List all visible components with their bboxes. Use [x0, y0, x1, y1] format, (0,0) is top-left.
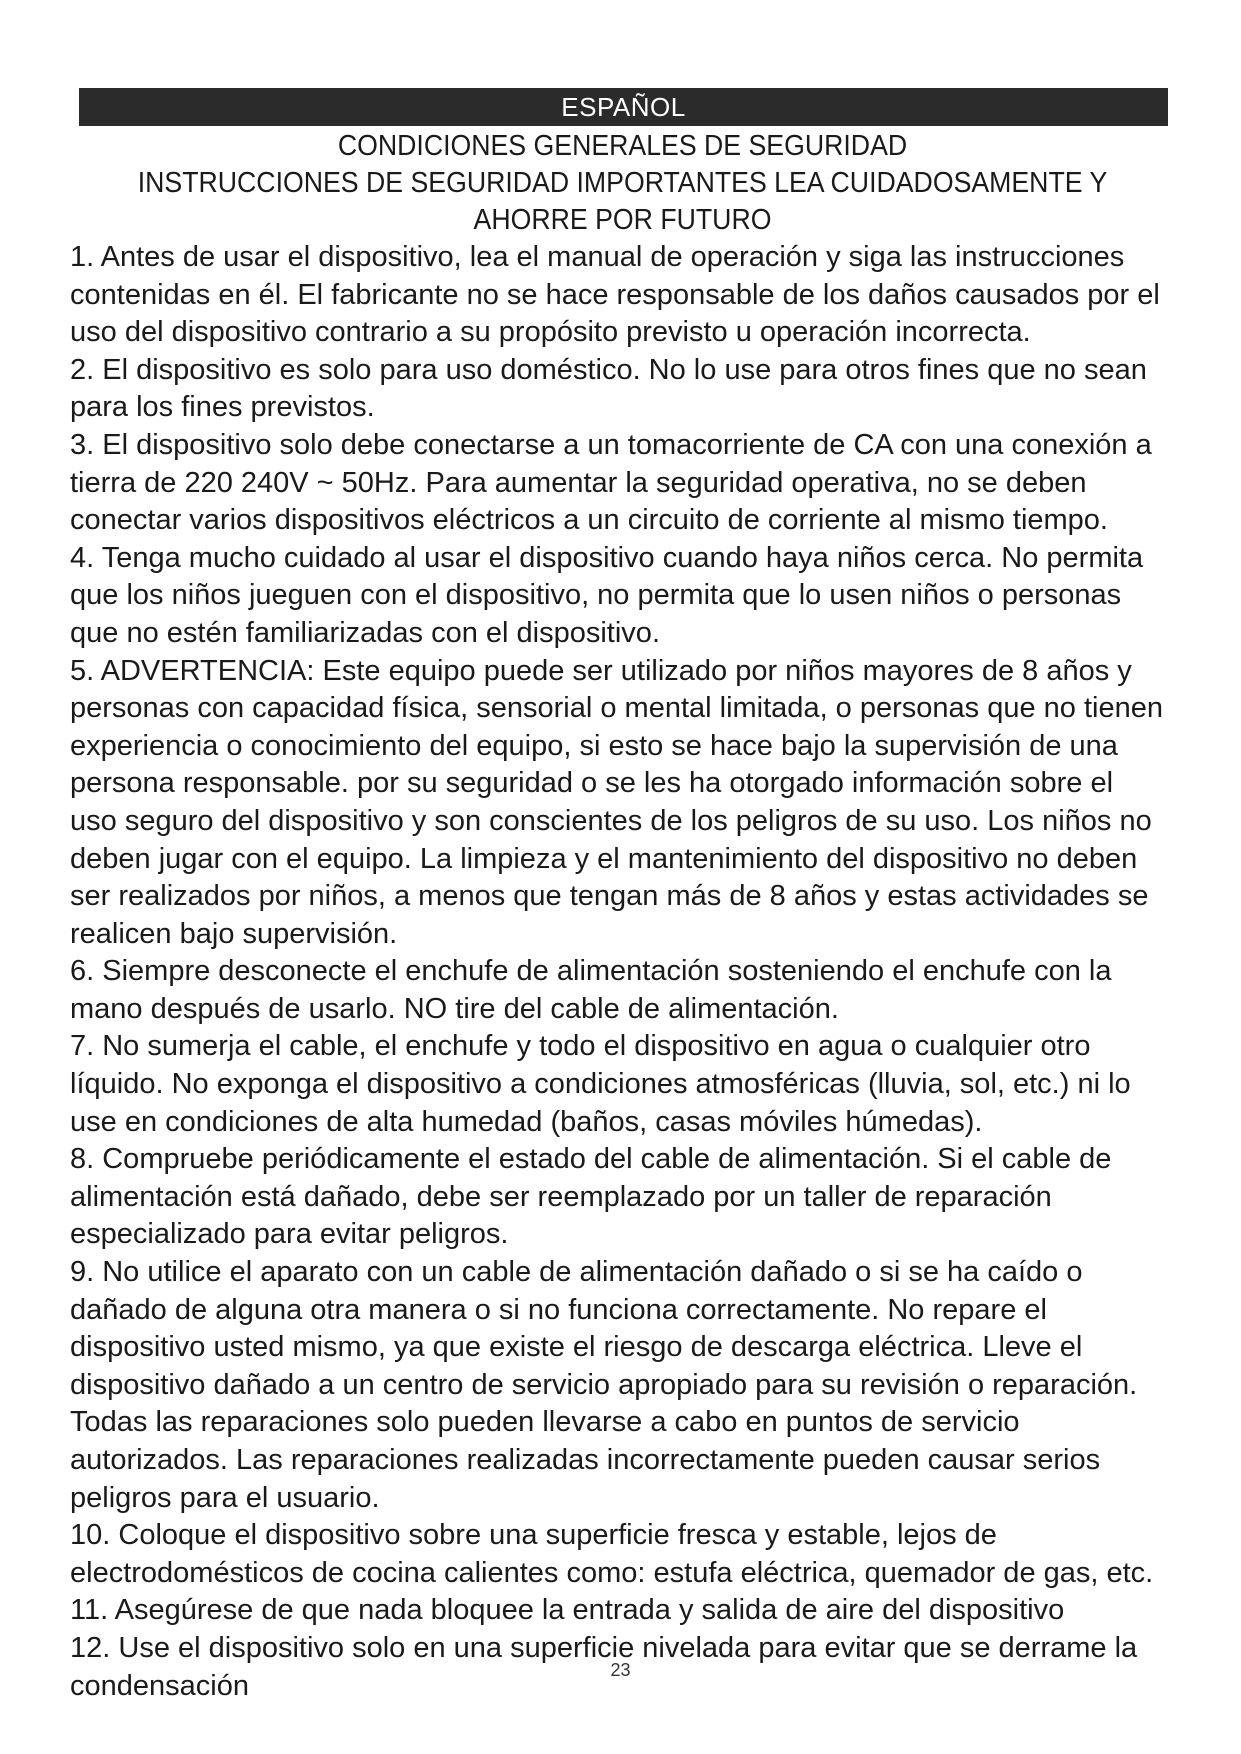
- language-header-bar: [79, 88, 1168, 126]
- instruction-item: 5. ADVERTENCIA: Este equipo puede ser utilizado por niños mayores de 8 años y personas con capacidad física, sensorial o mental limitada, o personas que no tienen experiencia o conocimiento del equipo, si esto se hace bajo la supervisión de una persona responsable. por su seguridad o se les ha otorgado información sobre el uso seguro del dispositivo y son conscientes de los peligros de su uso. Los niños no deben jugar con el equipo. La limpieza y el mantenimiento del dispositivo no deben ser realizados por niños, a menos que tengan más de 8 años y estas actividades se realicen bajo supervisión.: [70, 654, 1163, 950]
- page-number: 23: [610, 1660, 631, 1680]
- instruction-item: 9. No utilice el aparato con un cable de alimentación dañado o si se ha caído o dañado de alguna otra manera o si no funciona correctamente. No repare el dispositivo usted mismo, ya que existe el riesgo de descarga eléctrica. Lleve el dispositivo dañado a un centro de servicio apropiado para su revisión o reparación. Todas las reparaciones solo pueden llevarse a cabo en puntos de servicio autorizados. Las reparaciones realizadas incorrectamente pueden causar serios peligros para el usuario.: [70, 1256, 1138, 1514]
- instruction-item: 3. El dispositivo solo debe conectarse a un tomacorriente de CA con una conexión a tierra de 220 240V ~ 50Hz. Para aumentar la seguridad operativa, no se deben conectar varios dispositivos eléctricos a un circuito de corriente al mismo tiempo.: [70, 428, 1152, 537]
- language-label: ESPAÑOL: [561, 92, 686, 122]
- instructions-list: [70, 239, 1165, 1705]
- instruction-item: 11. Asegúrese de que nada bloquee la entrada y salida de aire del dispositivo: [70, 1594, 1065, 1627]
- page-title: CONDICIONES GENERALES DE SEGURIDAD: [337, 130, 908, 162]
- page-subtitle-line-1: INSTRUCCIONES DE SEGURIDAD IMPORTANTES LEA CUIDADOSAMENTE Y: [137, 167, 1108, 199]
- instruction-item: 1. Antes de usar el dispositivo, lea el manual de operación y siga las instrucciones contenidas en él. El fabricante no se hace responsable de los daños causados por el uso del dispositivo contrario a su propósito previsto u operación incorrecta.: [70, 241, 1160, 349]
- instruction-item: 12. Use el dispositivo solo en una superficie nivelada para evitar que se derrame la condensación: [70, 1631, 1138, 1702]
- page-subtitle-line-2: AHORRE POR FUTURO: [473, 204, 772, 236]
- instruction-item: 6. Siempre desconecte el enchufe de alimentación sosteniendo el enchufe con la mano después de usarlo. NO tire del cable de alimentación.: [70, 955, 1112, 1025]
- title-block: [114, 128, 1131, 239]
- instruction-item: 7. No sumerja el cable, el enchufe y todo el dispositivo en agua o cualquier otro líquido. No exponga el dispositivo a condiciones atmosféricas (lluvia, sol, etc.) ni lo use en condiciones de alta humedad (baños, casas móviles húmedas).: [70, 1030, 1131, 1138]
- instruction-item: 2. El dispositivo es solo para uso doméstico. No lo use para otros fines que no sean para los fines previstos.: [70, 353, 1147, 424]
- instruction-item: 4. Tenga mucho cuidado al usar el dispositivo cuando haya niños cerca. No permita que los niños jueguen con el dispositivo, no permita que lo usen niños o personas que no estén familiarizadas con el dispositivo.: [70, 541, 1144, 649]
- instruction-item: 8. Compruebe periódicamente el estado del cable de alimentación. Si el cable de alimentación está dañado, debe ser reemplazado por un taller de reparación especializado para evitar peligros.: [70, 1143, 1112, 1251]
- instruction-item: 10. Coloque el dispositivo sobre una superficie fresca y estable, lejos de electrodomésticos de cocina calientes como: estufa eléctrica, quemador de gas, etc.: [70, 1519, 1154, 1589]
